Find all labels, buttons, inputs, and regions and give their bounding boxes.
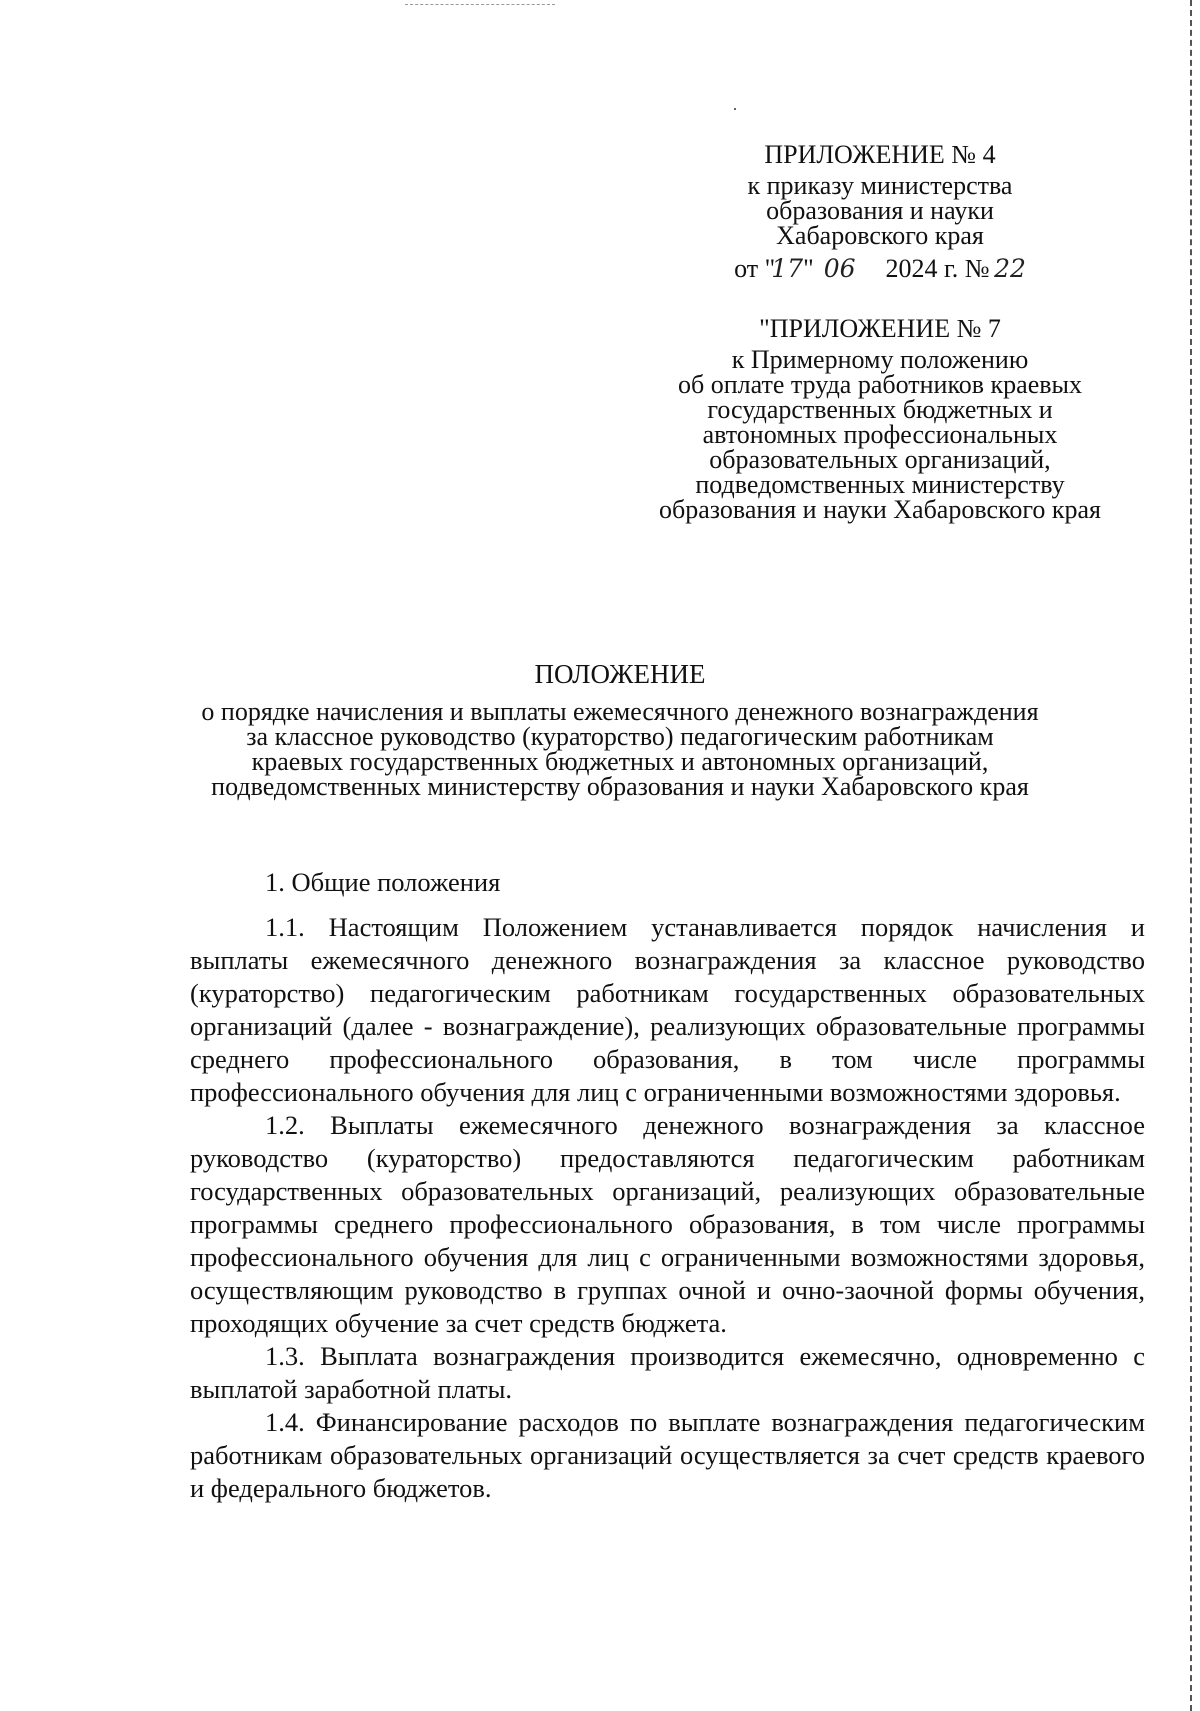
annex-7-line: подведомственных министерству — [695, 470, 1065, 499]
section-1 — [190, 866, 1145, 1505]
annex-4-title: ПРИЛОЖЕНИЕ № 4 — [764, 140, 996, 169]
paragraph-1-4: 1.4. Финансирование расходов по выплате вознаграждения педагогическим работникам образовательных организаций осуществляется за счет средств краевого и федерального бюджетов. — [190, 1407, 1145, 1503]
document-subtitle-line: за классное руководство (кураторство) педагогическим работникам — [246, 722, 994, 751]
annex-7-line: автономных профессиональных — [702, 420, 1058, 449]
handwritten-date-day: 17 — [771, 254, 804, 283]
paragraph-1-2: 1.2. Выплаты ежемесячного денежного вознаграждения за классное руководство (кураторство) предоставляются педагогическим работникам государственных образовательных организаций, реализующих образовательные программы среднего профессионального образования, в том числе программы профессионального обучения для лиц с ограниченными возможностями здоровья, осуществляющим руководство в группах очной и очно-заочной формы обучения, проходящих обучение за счет средств бюджета. — [190, 1110, 1145, 1338]
handwritten-date-month: 06 — [823, 254, 856, 283]
annex-7-block — [630, 316, 1130, 522]
scan-speck — [734, 108, 736, 110]
section-heading: 1. Общие положения — [265, 867, 501, 897]
scan-edge-line — [1190, 0, 1192, 1711]
annex-4-line: к приказу министерства — [747, 171, 1013, 200]
document-title: ПОЛОЖЕНИЕ — [534, 659, 706, 689]
annex-7-line: об оплате труда работников краевых — [677, 370, 1082, 399]
document-subtitle-line: подведомственных министерству образования и науки Хабаровского края — [211, 772, 1029, 801]
handwritten-order-number: 22 — [994, 254, 1026, 283]
annex-4-line: образования и науки — [766, 196, 994, 225]
scan-artifact-top — [405, 4, 555, 5]
date-year-number-label: 2024 г. № — [885, 254, 990, 283]
document-subtitle-line: о порядке начисления и выплаты ежемесячного денежного вознаграждения — [201, 697, 1039, 726]
annex-7-line: государственных бюджетных и — [707, 395, 1053, 424]
annex-7-line: образования и науки Хабаровского края — [659, 495, 1101, 524]
annex-7-title: "ПРИЛОЖЕНИЕ № 7 — [759, 314, 1001, 343]
document-subtitle-line: краевых государственных бюджетных и автономных организаций, — [251, 747, 989, 776]
annex-7-line: к Примерному положению — [731, 345, 1029, 374]
date-prefix: от " — [734, 254, 776, 283]
annex-7-line: образовательных организаций, — [709, 445, 1051, 474]
annex-4-date-line — [675, 256, 1085, 281]
annex-4-line: Хабаровского края — [776, 221, 984, 250]
date-separator: " — [803, 254, 814, 283]
paragraph-1-3: 1.3. Выплата вознаграждения производится ежемесячно, одновременно с выплатой заработной платы. — [190, 1341, 1145, 1404]
annex-4-block — [675, 142, 1085, 281]
paragraph-1-1: 1.1. Настоящим Положением устанавливается порядок начисления и выплаты ежемесячного денежного вознаграждения за классное руководство (кураторство) педагогическим работникам государственных образовательных организаций (далее - вознаграждение), реализующих образовательные программы среднего профессионального образования, в том числе программы профессионального обучения для лиц с ограниченными возможностями здоровья. — [190, 912, 1145, 1107]
document-title-block — [190, 659, 1050, 801]
